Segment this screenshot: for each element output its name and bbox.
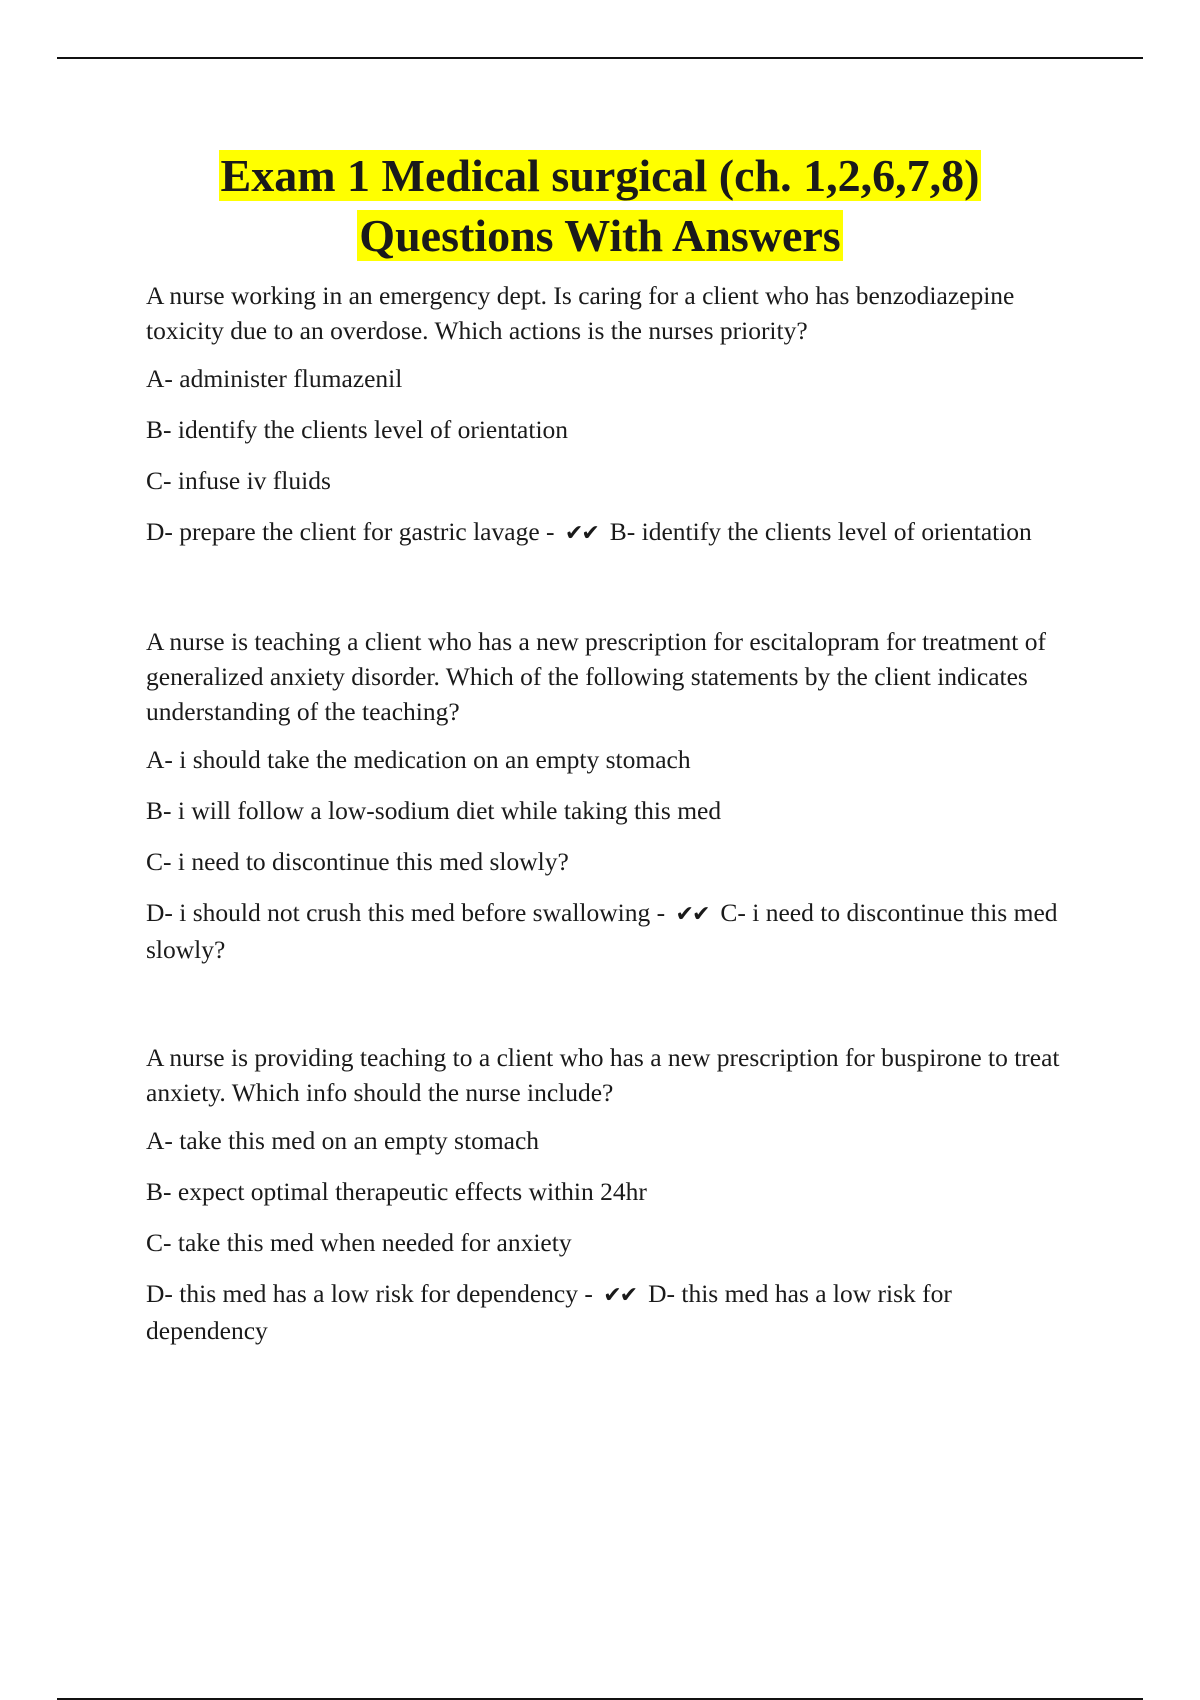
option-d-with-answer: [146, 895, 1076, 967]
question-1: [146, 278, 1076, 551]
question-2: [146, 624, 1076, 967]
correct-answer: D- this med has a low risk for dependency: [146, 1279, 952, 1345]
correct-answer: C- i need to discontinue this med slowly?: [146, 898, 1058, 964]
option-a: A- i should take the medication on an empty stomach: [146, 745, 691, 774]
answer-separator: -: [577, 1279, 600, 1308]
page-title: [0, 146, 1200, 266]
answer-separator: -: [650, 898, 672, 927]
title-line-2: [0, 206, 1200, 266]
option-c: C- take this med when needed for anxiety: [146, 1228, 572, 1257]
option-c: C- infuse iv fluids: [146, 466, 331, 495]
check-mark-icon: ✔✔: [675, 902, 709, 927]
option-d-with-answer: [146, 1276, 1076, 1348]
option-a: A- administer flumazenil: [146, 364, 403, 393]
option-d: D- this med has a low risk for dependency: [146, 1279, 578, 1308]
option-b: B- expect optimal therapeutic effects within 24hr: [146, 1177, 647, 1206]
question-list: [146, 278, 1076, 1348]
option-d-with-answer: [146, 514, 1076, 551]
check-mark-icon: ✔✔: [564, 521, 598, 546]
title-line-1-text: Exam 1 Medical surgical (ch. 1,2,6,7,8): [220, 150, 980, 201]
option-d: D- prepare the client for gastric lavage: [146, 517, 540, 546]
question-stem: A nurse is teaching a client who has a new prescription for escitalopram for treatment of generalized anxiety disorder. Which of the following statements by the client indicates understanding of the teaching?: [146, 627, 1046, 726]
option-a: A- take this med on an empty stomach: [146, 1126, 540, 1155]
answer-separator: -: [539, 517, 561, 546]
top-divider: [57, 57, 1143, 59]
question-stem: A nurse is providing teaching to a client who has a new prescription for buspirone to treat anxiety. Which info should the nurse include?: [146, 1043, 1060, 1107]
option-b: B- identify the clients level of orientation: [146, 415, 569, 444]
title-line-2-text: Questions With Answers: [359, 210, 841, 261]
correct-answer: B- identify the clients level of orientation: [609, 517, 1032, 546]
option-b: B- i will follow a low-sodium diet while taking this med: [146, 796, 722, 825]
option-c: C- i need to discontinue this med slowly?: [146, 847, 569, 876]
check-mark-icon: ✔✔: [603, 1283, 637, 1308]
question-stem: A nurse working in an emergency dept. Is caring for a client who has benzodiazepine toxicity due to an overdose. Which actions is the nurses priority?: [146, 281, 1015, 345]
question-3: [146, 1040, 1076, 1348]
option-d: D- i should not crush this med before swallowing: [146, 898, 651, 927]
title-line-1: [0, 146, 1200, 206]
